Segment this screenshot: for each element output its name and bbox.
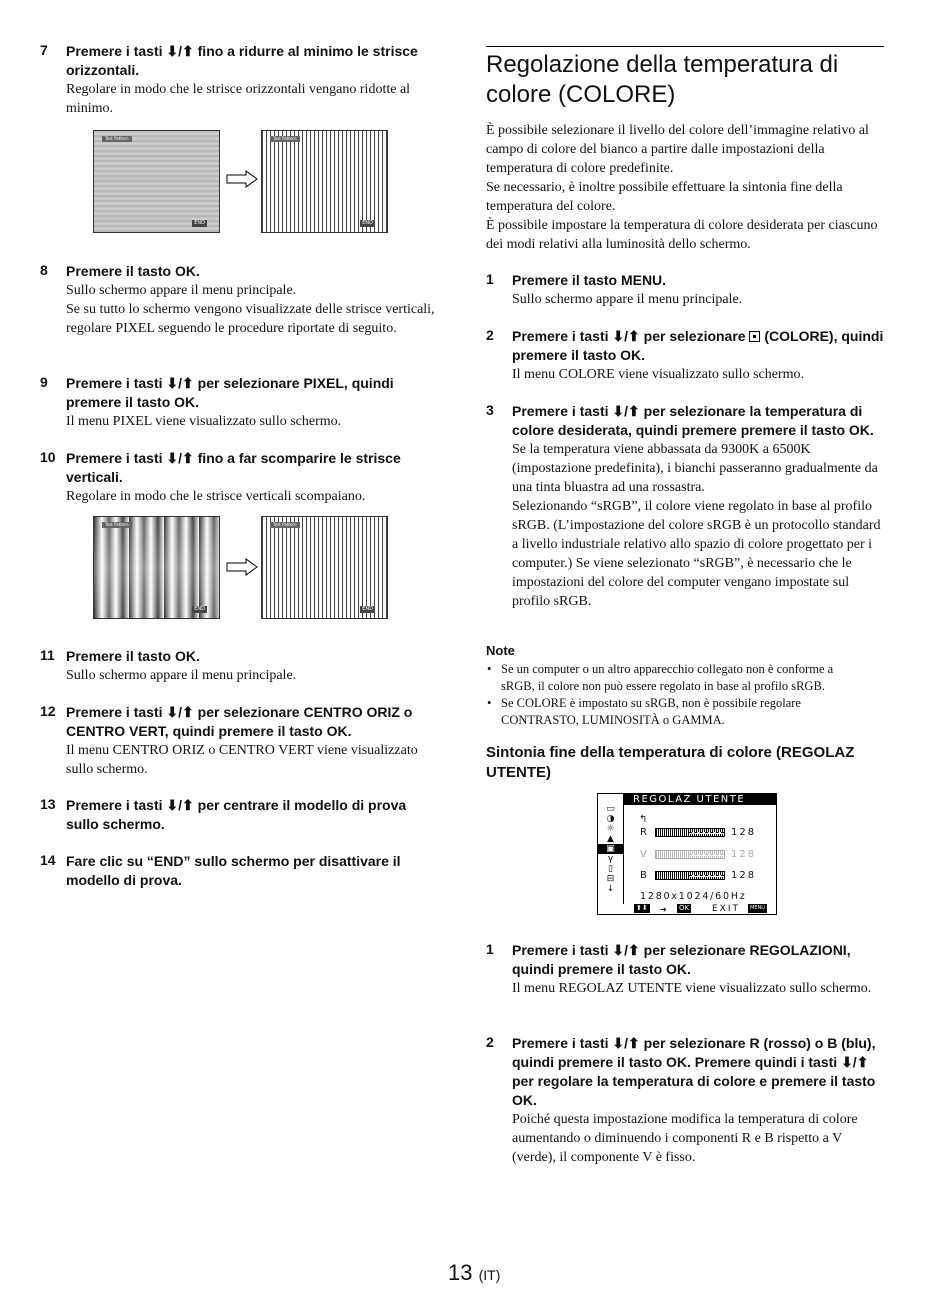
step-heading: Premere il tasto OK. [66, 263, 200, 279]
step-number: 7 [40, 42, 48, 58]
menu-key: MENU [750, 905, 765, 911]
step-heading: Premere i tasti ⬇/⬆ per selezionare (COLORE), quindi premere il tasto OK. [512, 328, 884, 363]
step-number: 1 [486, 941, 494, 957]
level-value: 128 [731, 870, 757, 881]
notes-heading: Note [486, 643, 515, 658]
contrast-icon: ◑ [606, 814, 615, 824]
step-heading: Premere i tasti ⬇/⬆ per selezionare PIXEL, quindi premere il tasto OK. [66, 375, 394, 410]
osd-title: REGOLAZ UTENTE [623, 794, 776, 805]
step-text: Il menu CENTRO ORIZ o CENTRO VERT viene visualizzato sullo schermo. [66, 743, 418, 777]
osd-sidebar [598, 804, 624, 904]
step-heading: Premere i tasti ⬇/⬆ fino a far scomparire le strisce verticali. [66, 450, 401, 485]
down-up-arrow-icons: ⬇/⬆ [612, 942, 640, 958]
step-text: Il menu REGOLAZ UTENTE viene visualizzato sullo schermo. [512, 981, 872, 996]
step-text: Sullo schermo appare il menu principale. [512, 292, 743, 307]
step-text: Il menu COLORE viene visualizzato sullo schermo. [512, 367, 804, 382]
screen-icon: ▲ [607, 834, 614, 844]
step-10 [40, 449, 440, 506]
step-12 [40, 703, 440, 779]
brightness-icon: ☼ [606, 824, 615, 834]
end-label: END [194, 220, 205, 226]
osd-row-r: R 128 [640, 827, 757, 838]
step-heading: Premere i tasti ⬇/⬆ per centrare il modello di prova sullo schermo. [66, 797, 407, 832]
step-number: 8 [40, 262, 48, 278]
step-9 [40, 374, 440, 431]
step-number: 1 [486, 271, 494, 287]
osd-menu [597, 793, 777, 915]
test-pattern-label: Test Pattern [102, 136, 132, 142]
end-label: END [362, 606, 373, 612]
step-number: 14 [40, 852, 56, 868]
vertical-stripes-screen [261, 130, 388, 233]
step-text: Regolare in modo che le strisce orizzontali vengano ridotte al minimo. [66, 82, 411, 116]
step-text: Se la temperatura viene abbassata da 9300K a 6500K (impostazione predefinita), i bianchi passeranno gradualmente da una tinta bluastra ad una rossastra. Selezionando “sRGB”, il colore viene regolato in base al profilo sRGB. (L’impostazione del colore sRGB è un protocollo standard a livello industriale relativo allo spazio di colore progettato per i computer.) Se viene selezionato “sRGB”, è necessario che le impostazioni del colore del computer vengano impostate sul profilo sRGB. [512, 442, 881, 609]
step-heading: Premere i tasti ⬇/⬆ per selezionare CENTRO ORIZ o CENTRO VERT, quindi premere il tasto OK. [66, 704, 413, 739]
step-number: 13 [40, 796, 56, 812]
osd-row-v: V 128 [640, 849, 757, 860]
down-up-arrow-icons: ⬇/⬆ [841, 1054, 869, 1070]
step-number: 3 [486, 402, 494, 418]
level-bar [655, 850, 725, 859]
down-up-arrow-icons: ⬇/⬆ [612, 403, 640, 419]
return-icon: ↰ [639, 814, 648, 825]
osd-resolution: 1280x1024/60Hz [640, 891, 747, 902]
step-text: Il menu PIXEL viene visualizzato sullo schermo. [66, 414, 342, 429]
section-rule [486, 46, 884, 47]
step-13 [40, 796, 440, 834]
down-up-arrow-icons: ⬇/⬆ [166, 450, 194, 466]
color-icon: ▣ [598, 844, 623, 854]
step-11 [40, 647, 440, 685]
page-number: 13 (IT) [448, 1260, 501, 1285]
step-number: 11 [40, 647, 55, 663]
step-number: 2 [486, 327, 494, 343]
colore-icon [749, 331, 760, 342]
step-number: 12 [40, 703, 56, 719]
end-label: END [362, 220, 373, 226]
end-label: END [194, 606, 205, 612]
more-arrow-icon: ↓ [606, 884, 615, 894]
test-pattern-label: Test Pattern [270, 522, 300, 528]
step-heading: Premere i tasti ⬇/⬆ per selezionare REGOLAZIONI, quindi premere il tasto OK. [512, 942, 851, 977]
step-7 [40, 42, 440, 118]
step-heading: Premere il tasto OK. [66, 648, 200, 664]
gamma-icon: γ [607, 854, 614, 864]
step-text: Regolare in modo che le strisce verticali scompaiano. [66, 489, 366, 504]
section-title: Regolazione della temperatura di colore (COLORE) [486, 51, 839, 108]
down-up-arrow-icons: ⬇/⬆ [166, 704, 194, 720]
step-heading: Fare clic su “END” sullo schermo per disattivare il modello di prova. [66, 853, 401, 888]
step-number: 10 [40, 449, 56, 465]
osd-footer [598, 903, 776, 914]
arrow-right-icon: ➜ [660, 905, 667, 914]
step-text: Sullo schermo appare il menu principale. Se su tutto lo schermo vengono visualizzate delle strisce verticali, regolare PIXEL seguendo le procedure riportate di seguito. [66, 283, 435, 336]
right-arrow-icon [226, 558, 258, 576]
step-number: 2 [486, 1034, 494, 1050]
exit-label: EXIT [712, 904, 741, 914]
wavy-vertical-bands-screen [93, 516, 220, 619]
test-pattern-label: Test Pattern [102, 522, 132, 528]
note-item: • Se COLORE è impostato su sRGB, non è possibile regolare CONTRASTO, LUMINOSITÀ o GAMMA. [486, 695, 866, 729]
step-heading: Premere i tasti ⬇/⬆ per selezionare R (rosso) o B (blu), quindi premere il tasto OK. Premere quindi i tasti ⬇/⬆ per regolare la temperatura di colore e premere il tasto OK. [512, 1035, 876, 1108]
level-bar [655, 828, 725, 837]
down-up-arrow-icons: ⬇/⬆ [166, 43, 194, 59]
right-arrow-icon [226, 170, 258, 188]
horizontal-stripes-screen [93, 130, 220, 233]
step-8 [40, 262, 440, 338]
step-heading: Premere il tasto MENU. [512, 272, 667, 288]
input-icon: ▭ [606, 804, 615, 814]
info-icon: ▯ [608, 864, 613, 874]
level-value: 128 [731, 827, 757, 838]
subsection-title: Sintonia fine della temperatura di colore (REGOLAZ UTENTE) [486, 744, 855, 781]
down-up-arrow-icons: ⬇/⬆ [166, 797, 194, 813]
down-up-arrow-icons: ⬇/⬆ [166, 375, 194, 391]
step-number: 9 [40, 374, 48, 390]
up-down-keys-icon: ⬆⬇ [636, 904, 648, 912]
step-text: Sullo schermo appare il menu principale. [66, 668, 297, 683]
notes-list [486, 661, 866, 729]
test-pattern-label: Test Pattern [270, 136, 300, 142]
step-text: Poiché questa impostazione modifica la temperatura di colore aumentando o diminuendo i componenti R e B rispetto a V (verde), il componente V è fisso. [512, 1112, 858, 1165]
note-item: • Se un computer o un altro apparecchio collegato non è conforme a sRGB, il colore non può essere regolato in base al profilo sRGB. [486, 661, 866, 695]
step-heading: Premere i tasti ⬇/⬆ per selezionare la temperatura di colore desiderata, quindi premere premere il tasto OK. [512, 403, 874, 438]
down-up-arrow-icons: ⬇/⬆ [612, 328, 640, 344]
vertical-stripes-screen [261, 516, 388, 619]
osd-row-b: B 128 [640, 870, 757, 881]
intro-text: È possibile selezionare il livello del colore dell’immagine relativo al campo di colore del bianco a partire dalle impostazioni della temperatura di colore predefinite. Se necessario, è inoltre possibile effettuare la sintonia fine della temperatura del colore. È possibile impostare la temperatura di colore desiderata per ciascuno dei modi relativi alla luminosità dello schermo. [486, 123, 878, 252]
level-bar [655, 871, 725, 880]
options-icon: ⊟ [606, 874, 615, 884]
level-value: 128 [731, 849, 757, 860]
ok-key: OK [679, 904, 690, 912]
down-up-arrow-icons: ⬇/⬆ [612, 1035, 640, 1051]
step-heading: Premere i tasti ⬇/⬆ fino a ridurre al minimo le strisce orizzontali. [66, 43, 418, 78]
step-14 [40, 852, 440, 890]
